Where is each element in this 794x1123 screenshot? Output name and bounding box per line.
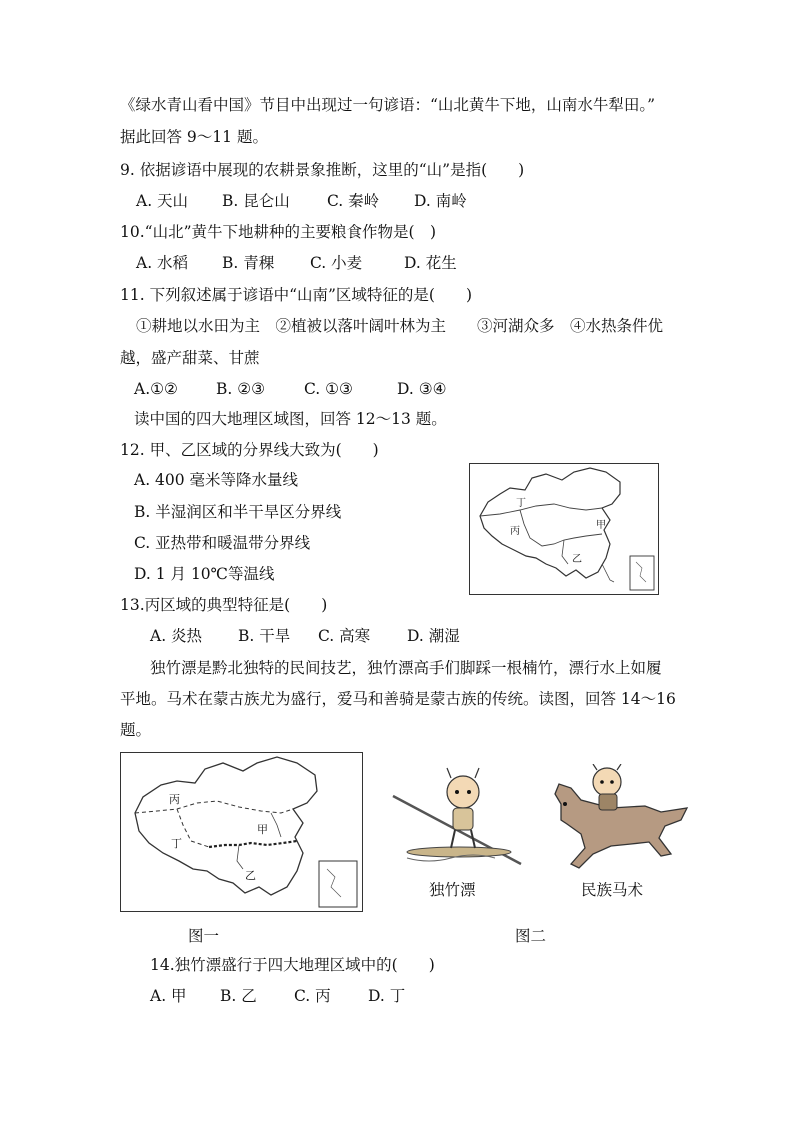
q14-option-a: A. 甲 <box>150 987 187 1005</box>
q10-stem: 10.“山北”黄牛下地耕种的主要粮食作物是( ) <box>120 223 437 241</box>
q9-option-a: A. 天山 <box>136 192 189 210</box>
q12-option-b: B. 半湿润区和半干旱区分界线 <box>134 503 342 521</box>
q9-option-d: D. 南岭 <box>414 192 467 210</box>
intro-line-1: 《绿水青山看中国》节目中出现过一句谚语：“山北黄牛下地，山南水牛犁田。” <box>120 96 656 114</box>
q12-option-a: A. 400 毫米等降水量线 <box>134 471 299 489</box>
q11-option-a: A.①② <box>134 380 178 398</box>
large-map-label-bing: 丙 <box>169 793 180 806</box>
q14-stem: 14.独竹漂盛行于四大地理区域中的( ) <box>150 956 435 974</box>
figure-2-caption: 图二 <box>515 927 547 945</box>
q14-option-c: C. 丙 <box>294 987 331 1005</box>
small-china-regions-map <box>469 463 659 595</box>
q14-option-d: D. 丁 <box>368 987 406 1005</box>
q11-items-line-2: 越，盛产甜菜、甘蔗 <box>120 349 260 367</box>
q13-stem: 13.丙区域的典型特征是( ) <box>120 596 328 614</box>
q9-stem: 9. 依据谚语中展现的农耕景象推断，这里的“山”是指( ) <box>120 161 525 179</box>
q14-option-b: B. 乙 <box>220 987 257 1005</box>
q11-option-b: B. ②③ <box>216 380 266 398</box>
q13-option-c: C. 高寒 <box>318 627 371 645</box>
q10-option-c: C. 小麦 <box>310 254 363 272</box>
small-map-label-jia: 甲 <box>596 520 606 531</box>
q13-option-a: A. 炎热 <box>150 627 203 645</box>
small-map-label-bing: 丙 <box>510 526 520 537</box>
large-map-label-ding: 丁 <box>171 837 182 850</box>
q12-stem: 12. 甲、乙区域的分界线大致为( ) <box>120 441 379 459</box>
q11-option-c: C. ①③ <box>304 380 353 398</box>
q9-option-b: B. 昆仑山 <box>222 192 290 210</box>
q11-option-d: D. ③④ <box>397 380 447 398</box>
large-map-drawing <box>121 753 362 911</box>
passage-line-3: 题。 <box>120 721 152 739</box>
q9-option-c: C. 秦岭 <box>327 192 380 210</box>
passage-line-1: 独竹漂是黔北独特的民间技艺，独竹漂高手们脚踩一根楠竹，漂行水上如履 <box>150 659 662 677</box>
figure-1-china-regions-map <box>120 752 363 912</box>
passage-line-2: 平地。马术在蒙古族尤为盛行，爱马和善骑是蒙古族的传统。读图，回答 14～16 <box>120 690 676 708</box>
q10-option-a: A. 水稻 <box>136 254 189 272</box>
figure-1-caption: 图一 <box>188 927 220 945</box>
figure-2-right-caption: 民族马术 <box>581 881 644 899</box>
q10-option-d: D. 花生 <box>404 254 457 272</box>
figure-2-left-caption: 独竹漂 <box>429 881 476 899</box>
q13-option-d: D. 潮湿 <box>407 627 460 645</box>
q13-option-b: B. 干旱 <box>238 627 291 645</box>
q10-option-b: B. 青稞 <box>222 254 275 272</box>
q12-option-d: D. 1 月 10℃等温线 <box>134 565 275 583</box>
large-map-label-jia: 甲 <box>257 823 268 836</box>
small-map-label-yi: 乙 <box>572 554 582 565</box>
read-map-instruction: 读中国的四大地理区域图，回答 12～13 题。 <box>134 410 447 428</box>
large-map-label-yi: 乙 <box>245 869 256 882</box>
small-map-label-ding: 丁 <box>516 498 526 509</box>
q11-items-line-1: ①耕地以水田为主 ②植被以落叶阔叶林为主 ③河湖众多 ④水热条件优 <box>136 317 664 335</box>
horse-riding-illustration <box>541 764 691 874</box>
q11-stem: 11. 下列叙述属于谚语中“山南”区域特征的是( ) <box>120 286 473 304</box>
intro-line-2: 据此回答 9～11 题。 <box>120 128 268 146</box>
q12-option-c: C. 亚热带和暖温带分界线 <box>134 534 311 552</box>
small-map-drawing <box>470 464 658 594</box>
